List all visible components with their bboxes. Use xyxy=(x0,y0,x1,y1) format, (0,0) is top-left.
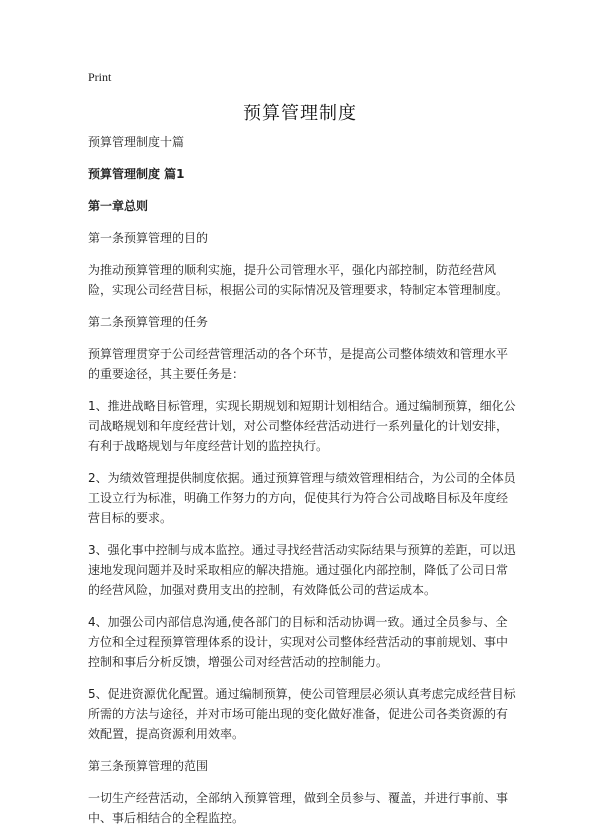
section-title: 预算管理制度 篇1 xyxy=(88,167,185,181)
document-title: 预算管理制度 xyxy=(243,103,357,124)
article-2-item-1: 1、推进战略目标管理，实现长期规划和短期计划相结合。通过编制预算，细化公司战略规划和年度经营计划，对公司整体经营活动进行一系列量化的计划安排，有利于战略规划与年度经营计划的监控执行。 xyxy=(88,399,516,453)
article-2-item-3: 3、强化事中控制与成本监控。通过寻找经营活动实际结果与预算的差距，可以迅速地发现问题并及时采取相应的解决措施。通过强化内部控制，降低了公司日常的经营风险，加强对费用支出的控制，有效降低公司的营运成本。 xyxy=(88,543,516,597)
article-1-title: 第一条预算管理的目的 xyxy=(88,231,209,245)
article-3-title: 第三条预算管理的范围 xyxy=(88,759,209,773)
document-body xyxy=(88,132,518,840)
chapter-title: 第一章总则 xyxy=(88,199,149,213)
article-1-body: 为推动预算管理的顺利实施，提升公司管理水平，强化内部控制，防范经营风险，实现公司经营目标，根据公司的实际情况及管理要求，特制定本管理制度。 xyxy=(88,263,509,297)
article-2-item-2: 2、为绩效管理提供制度依据。通过预算管理与绩效管理相结合，为公司的全体员工设立行为标准，明确工作努力的方向，促使其行为符合公司战略目标及年度经营目标的要求。 xyxy=(88,471,516,525)
document-subtitle: 预算管理制度十篇 xyxy=(88,135,185,149)
article-2-intro: 预算管理贯穿于公司经营管理活动的各个环节，是提高公司整体绩效和管理水平的重要途径，其主要任务是： xyxy=(88,347,509,381)
print-label: Print xyxy=(88,70,112,84)
article-2-title: 第二条预算管理的任务 xyxy=(88,315,209,329)
article-2-item-4: 4、加强公司内部信息沟通,使各部门的目标和活动协调一致。通过全员参与、全方位和全过程预算管理体系的设计，实现对公司整体经营活动的事前规划、事中控制和事后分析反馈，增强公司对经营活动的控制能力。 xyxy=(88,615,509,669)
article-2-item-5: 5、促进资源优化配置。通过编制预算，使公司管理层必须认真考虑完成经营目标所需的方法与途径，并对市场可能出现的变化做好准备，促进公司各类资源的有效配置，提高资源利用效率。 xyxy=(88,687,516,741)
article-3-body: 一切生产经营活动，全部纳入预算管理，做到全员参与、覆盖，并进行事前、事中、事后相结合的全程监控。 xyxy=(88,791,509,825)
